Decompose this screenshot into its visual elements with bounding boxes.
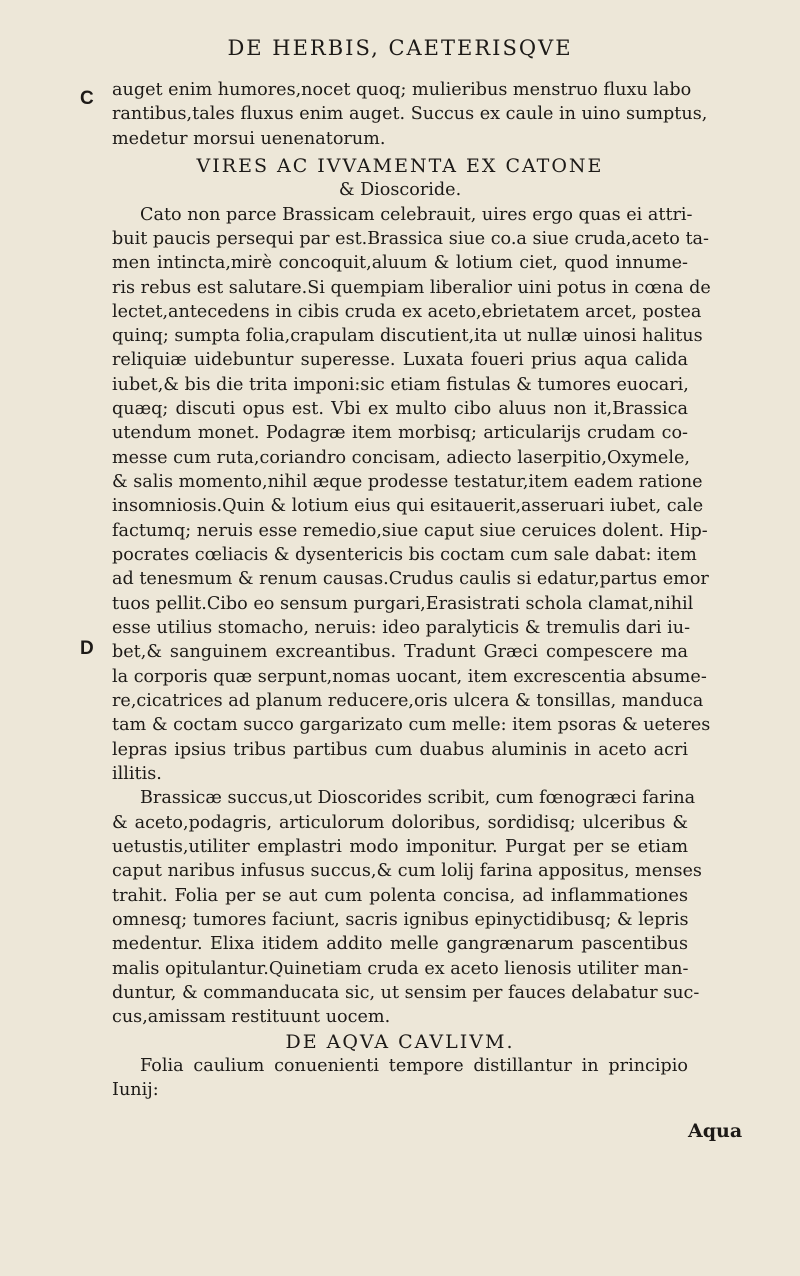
text-line: caput naribus infusus succus,& cum lolij farina appositus, menses — [112, 861, 702, 881]
text-line: tuos pellit.Cibo eo sensum purgari,Erasistrati schola clamat,nihil — [112, 594, 694, 614]
text-line: cus,amissam restituunt uocem. — [112, 1007, 391, 1027]
text-line: illitis. — [112, 764, 162, 784]
text-line: malis opitulantur.Quinetiam cruda ex aceto lienosis utiliter man- — [112, 959, 689, 979]
text-line: medentur. Elixa itidem addito melle gangrænarum pascentibus — [112, 934, 688, 954]
text-line: pocrates cœliacis & dysentericis bis coctam cum sale dabat: item — [112, 545, 697, 565]
catchword: Aqua — [688, 1120, 743, 1142]
text-line: duntur, & commanducata sic, ut sensim per fauces delabatur suc- — [112, 983, 700, 1003]
text-line: Cato non parce Brassicam celebrauit, uires ergo quas ei attri- — [140, 205, 693, 225]
text-line: la corporis quæ serpunt,nomas uocant, item excrescentia absume- — [112, 667, 707, 687]
text-line: buit paucis persequi par est.Brassica siue co.a siue cruda,aceto ta- — [112, 229, 709, 249]
text-line: trahit. Folia per se aut cum polenta concisa, ad inflammationes — [112, 886, 688, 906]
text-line: Iunij: — [112, 1080, 159, 1100]
text-line: quæq; discuti opus est. Vbi ex multo cibo aluus non it,Brassica — [112, 399, 688, 419]
text-line: factumq; neruis esse remedio,siue caput siue ceruices dolent. Hip- — [112, 521, 708, 541]
section-heading: VIRES AC IVVAMENTA EX CATONE — [196, 155, 604, 177]
text-line: bet,& sanguinem excreantibus. Tradunt Græci compescere ma — [112, 642, 688, 662]
text-line: auget enim humores,nocet quoq; mulieribus menstruo fluxu labo — [112, 80, 692, 100]
text-line: messe cum ruta,coriandro concisam, adiecto laserpitio,Oxymele, — [112, 448, 690, 468]
text-line: lectet,antecedens in cibis cruda ex aceto,ebrietatem arcet, postea — [112, 302, 702, 322]
text-line: men intincta,mirè concoquit,aluum & lotium ciet, quod innume- — [112, 253, 688, 273]
text-line: omnesq; tumores faciunt, sacris ignibus epinyctidibusq; & lepris — [112, 910, 689, 930]
text-line: medetur morsui uenenatorum. — [112, 129, 386, 149]
running-header: DE HERBIS, CAETERISQVE — [227, 36, 573, 60]
text-line: iubet,& bis die trita imponi:sic etiam fistulas & tumores euocari, — [112, 375, 689, 395]
text-line: insomniosis.Quin & lotium eius qui esitauerit,asseruari iubet, cale — [112, 496, 704, 516]
text-line: reliquiæ uidebuntur superesse. Luxata foueri prius aqua calida — [112, 350, 688, 370]
text-line: ad tenesmum & renum causas.Crudus caulis si edatur,partus emor — [112, 569, 709, 589]
margin-letter-d: D — [80, 638, 94, 659]
section-subheading: & Dioscoride. — [338, 180, 462, 200]
text-line: lepras ipsius tribus partibus cum duabus aluminis in aceto acri — [112, 740, 688, 760]
text-line: tam & coctam succo gargarizato cum melle: item psoras & ueteres — [112, 715, 711, 735]
text-line: re,cicatrices ad planum reducere,oris ulcera & tonsillas, manduca — [112, 691, 704, 711]
text-line: Folia caulium conuenienti tempore distillantur in principio — [140, 1056, 688, 1076]
section-heading: DE AQVA CAVLIVM. — [285, 1031, 515, 1053]
text-line: esse utilius stomacho, neruis: ideo paralyticis & tremulis dari iu- — [112, 618, 691, 638]
text-line: ris rebus est salutare.Si quempiam liberalior uini potus in cœna de — [112, 278, 711, 298]
text-line: utendum monet. Podagræ item morbisq; articularijs crudam co- — [112, 423, 688, 443]
text-line: uetustis,utiliter emplastri modo imponitur. Purgat per se etiam — [112, 837, 688, 857]
text-line: & salis momento,nihil æque prodesse testatur,item eadem ratione — [112, 472, 703, 492]
margin-letter-c: C — [80, 88, 94, 109]
text-line: & aceto,podagris, articulorum doloribus, sordidisq; ulceribus & — [112, 813, 688, 833]
text-line: quinq; sumpta folia,crapulam discutient,ita ut nullæ uinosi halitus — [112, 326, 703, 346]
text-line: rantibus,tales fluxus enim auget. Succus ex caule in uino sumptus, — [112, 104, 708, 124]
text-line: Brassicæ succus,ut Dioscorides scribit, cum fœnogræci farina — [140, 788, 696, 808]
